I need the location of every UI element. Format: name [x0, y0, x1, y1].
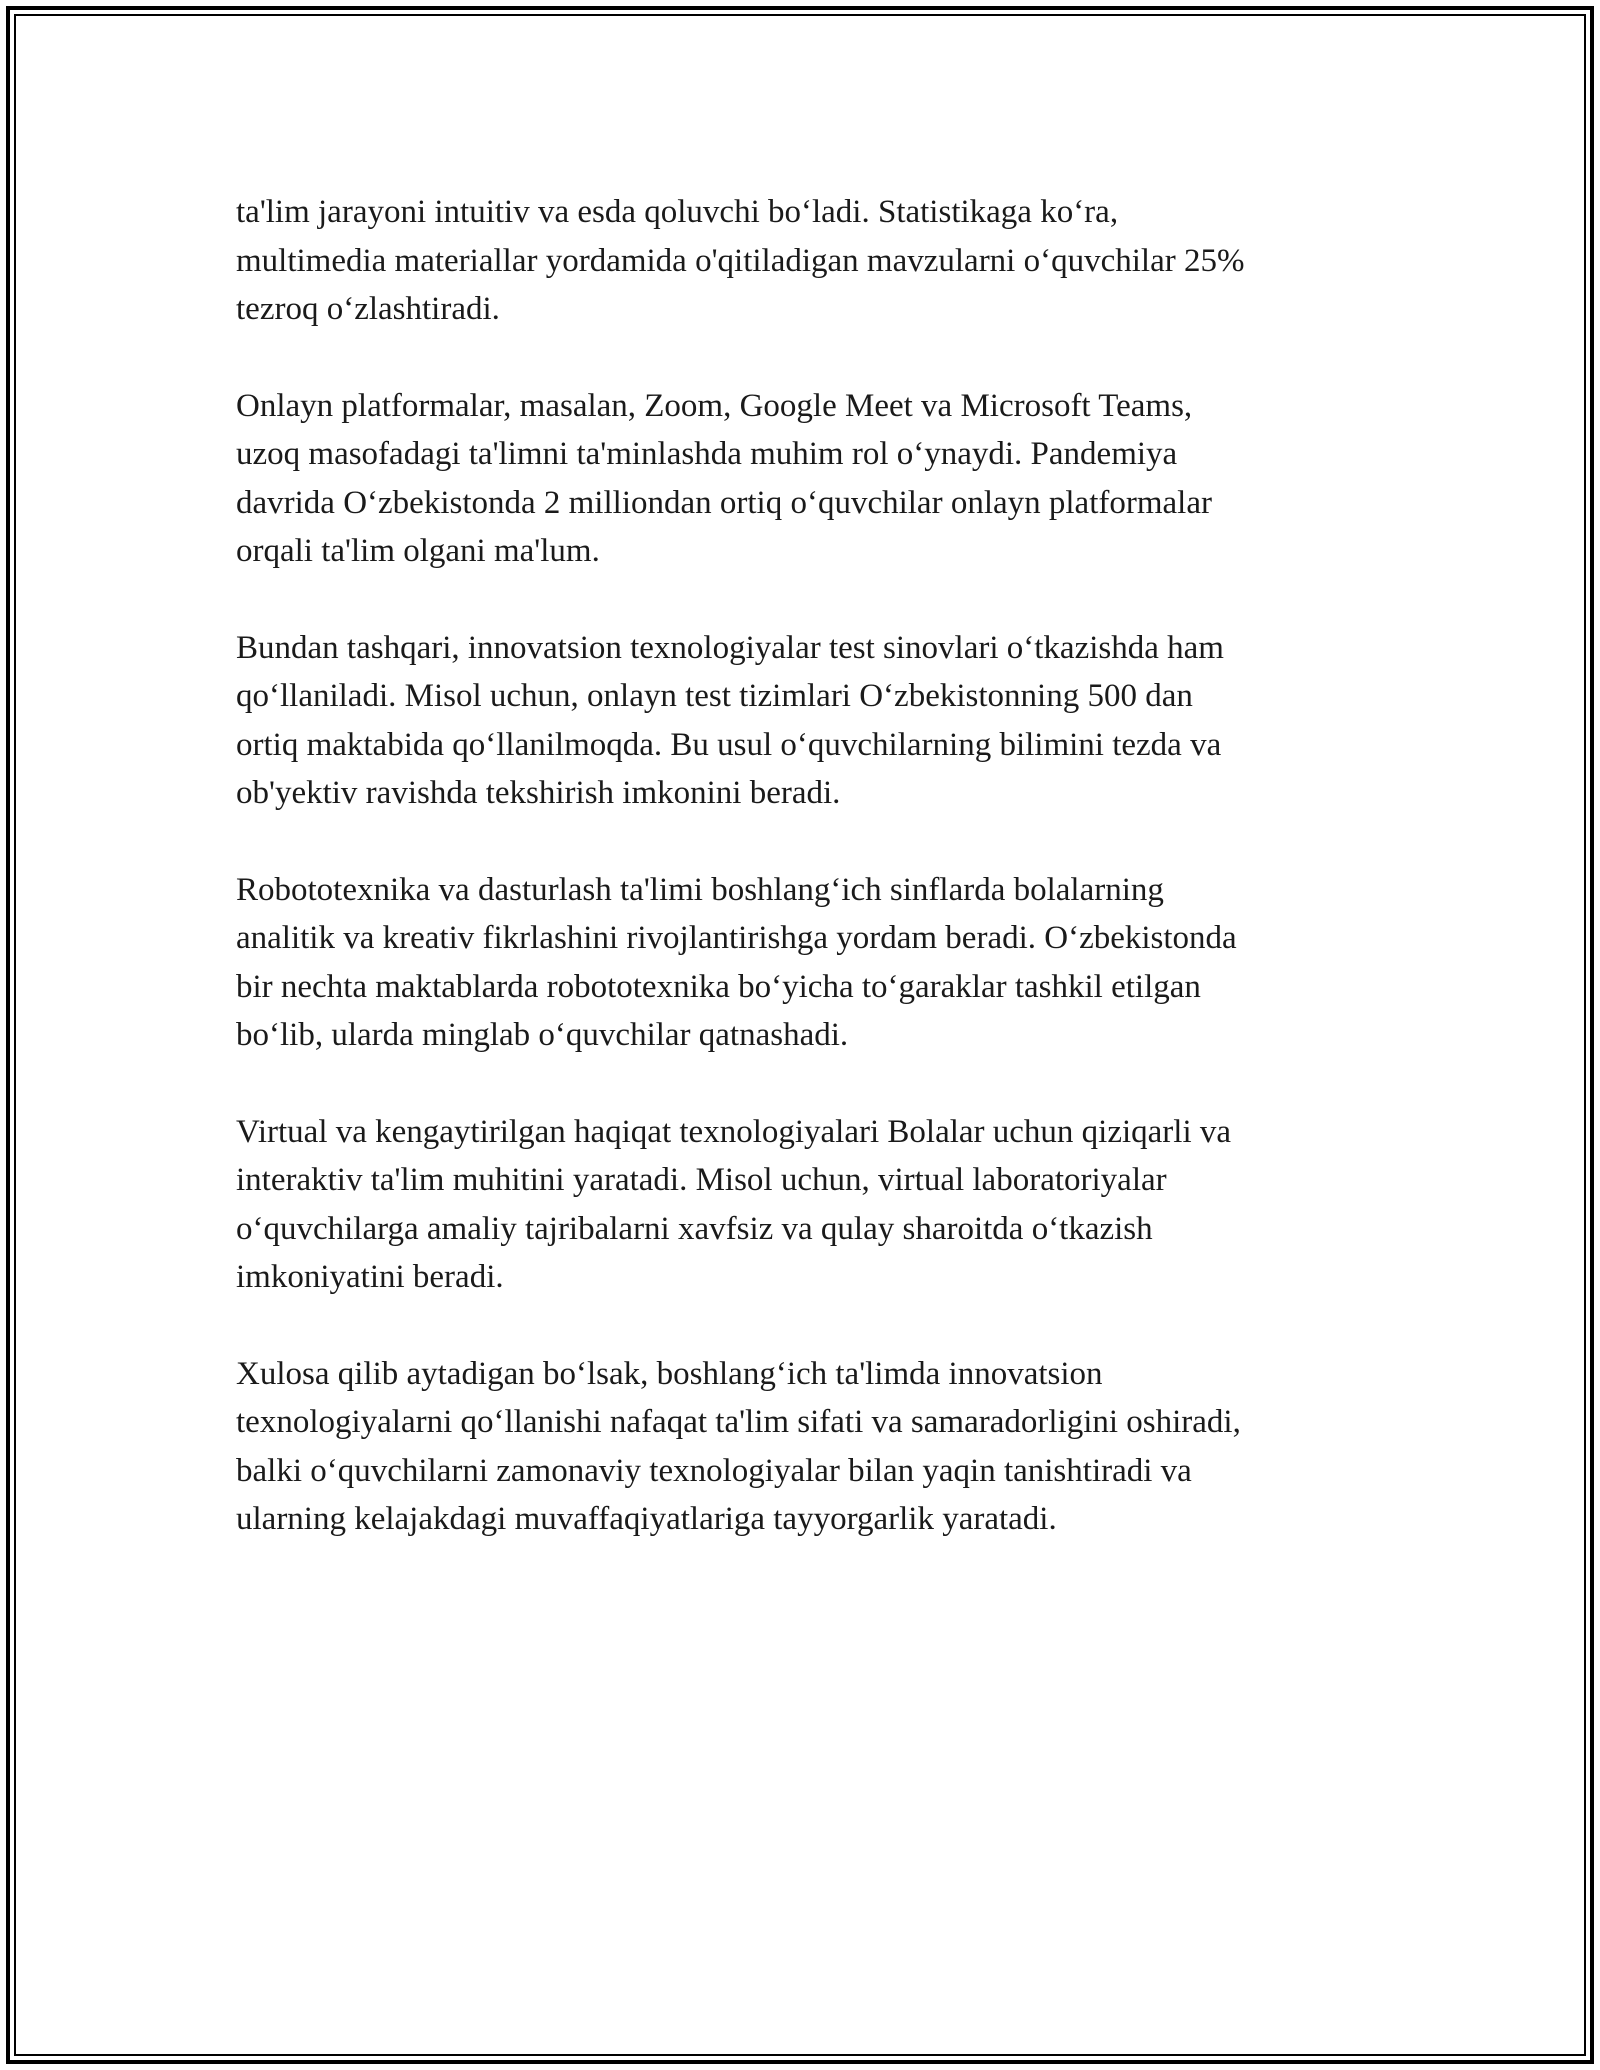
paragraph-online-platforms: Onlayn platformalar, masalan, Zoom, Google Meet va Microsoft Teams, uzoq masofadagi ta'limni ta'minlashda muhim rol o‘ynaydi. Pandemiya davrida O‘zbekistonda 2 milliondan ortiq o‘quvchilar onlayn platformalar orqali ta'lim olgani ma'lum.	[236, 387, 1212, 569]
paragraph-robotics: Robototexnika va dasturlash ta'limi boshlang‘ich sinflarda bolalarning analitik va kreativ fikrlashini rivojlantirishga yordam beradi. O‘zbekistonda bir nechta maktablarda robototexnika bo‘yicha to‘garaklar tashkil etilgan bo‘lib, ularda minglab o‘quvchilar qatnashadi.	[236, 871, 1237, 1053]
document-body	[236, 188, 1366, 1592]
paragraph-online-testing: Bundan tashqari, innovatsion texnologiyalar test sinovlari o‘tkazishda ham qo‘llaniladi. Misol uchun, onlayn test tizimlari O‘zbekistonning 500 dan ortiq maktabida qo‘llanilmoqda. Bu usul o‘quvchilarning bilimini tezda va ob'yektiv ravishda tekshirish imkonini beradi.	[236, 629, 1224, 811]
paragraph-multimedia: ta'lim jarayoni intuitiv va esda qoluvchi bo‘ladi. Statistikaga ko‘ra, multimedia materiallar yordamida o'qitiladigan mavzularni o‘quvchilar 25% tezroq o‘zlashtiradi.	[236, 194, 1245, 327]
paragraph-conclusion: Xulosa qilib aytadigan bo‘lsak, boshlang‘ich ta'limda innovatsion texnologiyalarni qo‘llanishi nafaqat ta'lim sifati va samaradorligini oshiradi, balki o‘quvchilarni zamonaviy texnologiyalar bilan yaqin tanishtiradi va ularning kelajakdagi muvaffaqiyatlariga tayyorgarlik yaratadi.	[236, 1355, 1241, 1537]
paragraph-virtual-reality: Virtual va kengaytirilgan haqiqat texnologiyalari Bolalar uchun qiziqarli va interaktiv ta'lim muhitini yaratadi. Misol uchun, virtual laboratoriyalar o‘quvchilarga amaliy tajribalarni xavfsiz va qulay sharoitda o‘tkazish imkoniyatini beradi.	[236, 1113, 1232, 1295]
